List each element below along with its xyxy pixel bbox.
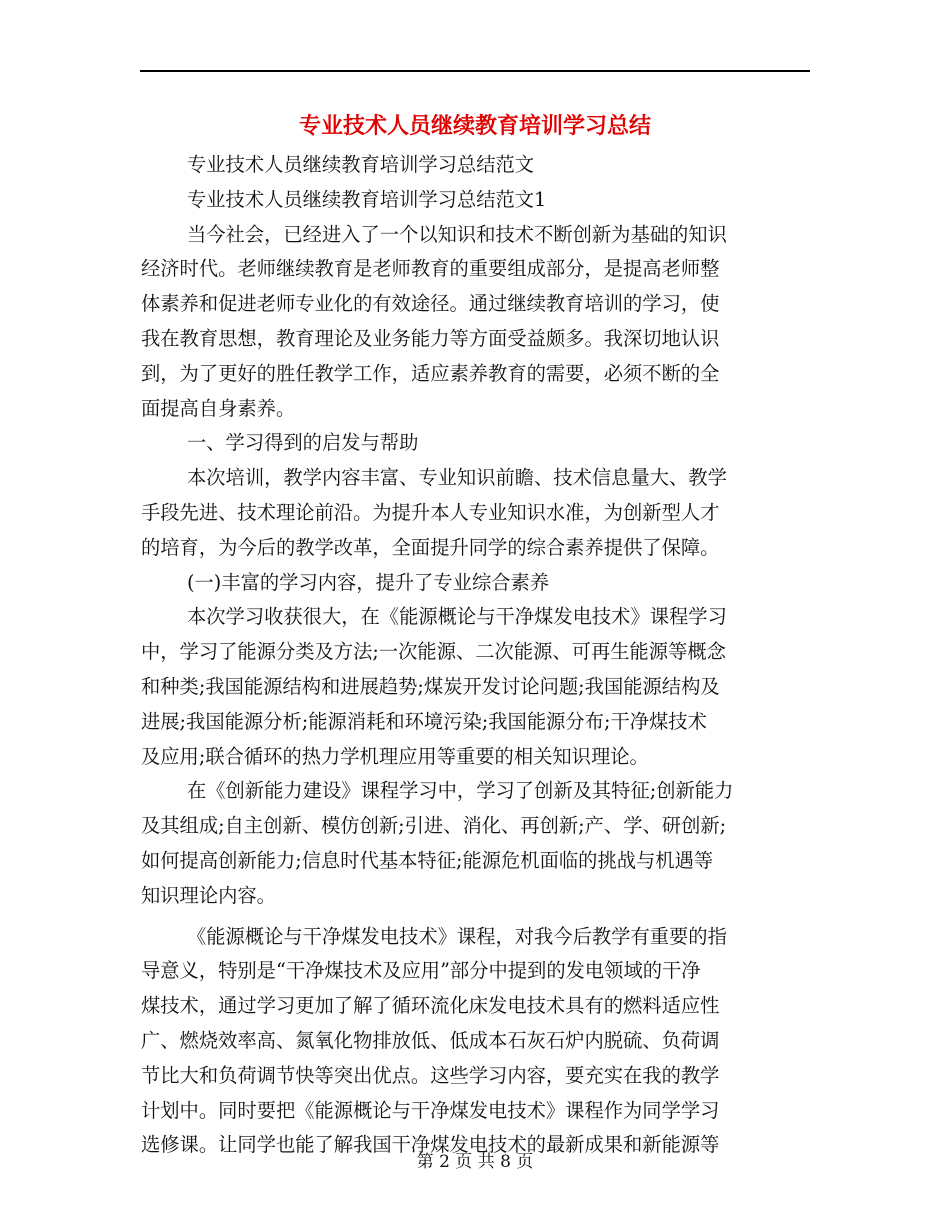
text-line: 及应用;联合循环的热力学机理应用等重要的相关知识理论。 [141,744,649,768]
text-line: 在《创新能力建设》课程学习中，学习了创新及其特征;创新能力 [187,779,734,803]
text-line: 及其组成;自主创新、模仿创新;引进、消化、再创新;产、学、研创新; [141,814,727,838]
text-line: 和种类;我国能源结构和进展趋势;煤炭开发讨论问题;我国能源结构及 [141,674,720,698]
text-line: (一)丰富的学习内容，提升了专业综合素养 [187,570,550,594]
text-line: 计划中。同时要把《能源概论与干净煤发电技术》课程作为同学学习 [141,1098,720,1122]
text-line: 如何提高创新能力;信息时代基本特征;能源危机面临的挑战与机遇等 [141,848,714,872]
text-line: 专业技术人员继续教育培训学习总结范文 [187,153,535,176]
document-body [141,148,813,1163]
header-rule [140,70,810,72]
page-footer: 第 2 页 共 8 页 [416,1152,534,1172]
text-line: 我在教育思想，教育理论及业务能力等方面受益颇多。我深切地认识 [141,326,720,350]
text-line: 本次培训，教学内容丰富、专业知识前瞻、技术信息量大、教学 [187,466,727,490]
text-line: 体素养和促进老师专业化的有效途径。通过继续教育培训的学习，使 [141,292,720,316]
text-line: 到，为了更好的胜任教学工作，适应素养教育的需要，必须不断的全 [141,361,720,385]
text-line: 选修课。让同学也能了解我国干净煤发电技术的最新成果和新能源等 [141,1133,720,1157]
text-line: 的培育，为今后的教学改革，全面提升同学的综合素养提供了保障。 [141,535,720,559]
text-line: 手段先进、技术理论前沿。为提升本人专业知识水准，为创新型人才 [141,500,720,524]
text-line: 中，学习了能源分类及方法;一次能源、二次能源、可再生能源等概念 [141,640,726,664]
text-line: 知识理论内容。 [141,883,276,907]
text-line: 进展;我国能源分析;能源消耗和环境污染;我国能源分布;干净煤技术 [141,709,707,733]
text-line: 经济时代。老师继续教育是老师教育的重要组成部分，是提高老师整 [141,257,720,281]
text-line: 面提高自身素养。 [141,396,296,420]
text-line: 导意义，特别是“干净煤技术及应用”部分中提到的发电领域的干净 [141,959,701,983]
text-line: 煤技术，通过学习更加了解了循环流化床发电技术具有的燃料适应性 [141,994,720,1018]
text-line: 一、学习得到的启发与帮助 [187,431,419,455]
text-line: 专业技术人员继续教育培训学习总结范文1 [187,187,547,211]
text-line: 当今社会，已经进入了一个以知识和技术不断创新为基础的知识 [187,222,727,246]
document-title: 专业技术人员继续教育培训学习总结 [298,113,651,139]
text-line: 广、燃烧效率高、氮氧化物排放低、低成本石灰石炉内脱硫、负荷调 [141,1028,720,1052]
text-line: 本次学习收获很大，在《能源概论与干净煤发电技术》课程学习 [187,605,727,629]
text-line: 《能源概论与干净煤发电技术》课程，对我今后教学有重要的指 [187,924,727,948]
text-line: 节比大和负荷调节快等突出优点。这些学习内容，要充实在我的教学 [141,1063,720,1087]
